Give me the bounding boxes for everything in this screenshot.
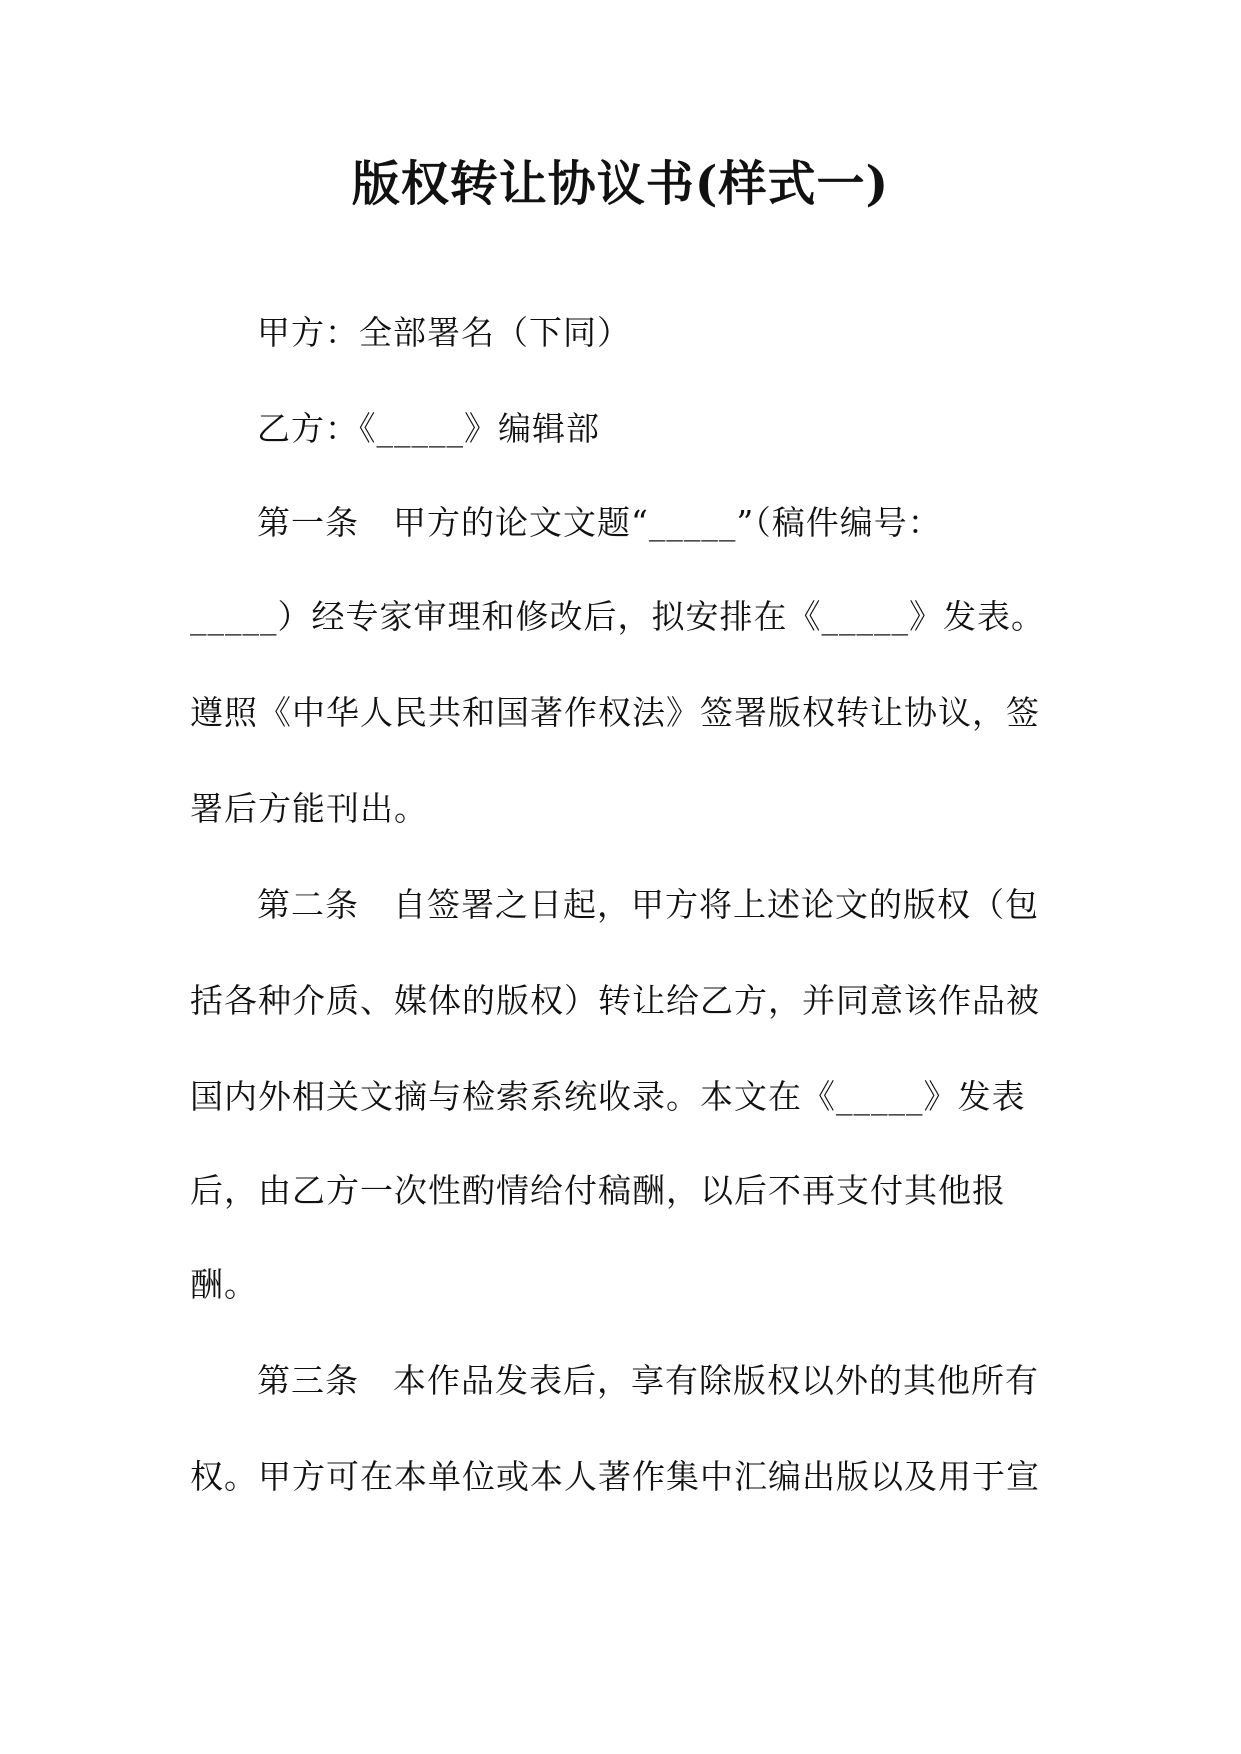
clause-1-line-3: 遵照《中华人民共和国著作权法》签署版权转让协议，签 [190, 693, 1040, 732]
clause-2-line-5: 酬。 [190, 1265, 258, 1304]
document-title: 版权转让协议书(样式一) [351, 156, 890, 212]
clause-1-line-1 [257, 499, 942, 547]
clause-3-line-1 [257, 1357, 1039, 1405]
clause-3-text-line-1: 本作品发表后，享有除版权以外的其他所有 [393, 1361, 1039, 1400]
clause-3-title: 第三条 [257, 1361, 359, 1400]
party-a-line: 甲方：全部署名（下同） [257, 313, 631, 352]
clause-2-line-3: 国内外相关文摘与检索系统收录。本文在《_____》发表 [190, 1077, 1026, 1116]
clause-1-line-2: _____）经专家审理和修改后，拟安排在《_____》发表。 [190, 597, 1045, 636]
clause-1-line-4: 署后方能刊出。 [190, 789, 428, 828]
clause-2-title: 第二条 [257, 885, 359, 924]
clause-2-line-4: 后，由乙方一次性酌情给付稿酬，以后不再支付其他报 [190, 1171, 1006, 1210]
clause-1-title: 第一条 [257, 503, 359, 542]
clause-2-line-2: 括各种介质、媒体的版权）转让给乙方，并同意该作品被 [190, 981, 1040, 1020]
clause-1-text-line-1: 甲方的论文文题“_____”（稿件编号： [393, 503, 942, 542]
clause-2-line-1 [257, 881, 1039, 929]
clause-3-line-2: 权。甲方可在本单位或本人著作集中汇编出版以及用于宣 [190, 1457, 1040, 1496]
party-b-line: 乙方：《_____》编辑部 [257, 409, 600, 448]
clause-2-text-line-1: 自签署之日起，甲方将上述论文的版权（包 [393, 885, 1039, 924]
